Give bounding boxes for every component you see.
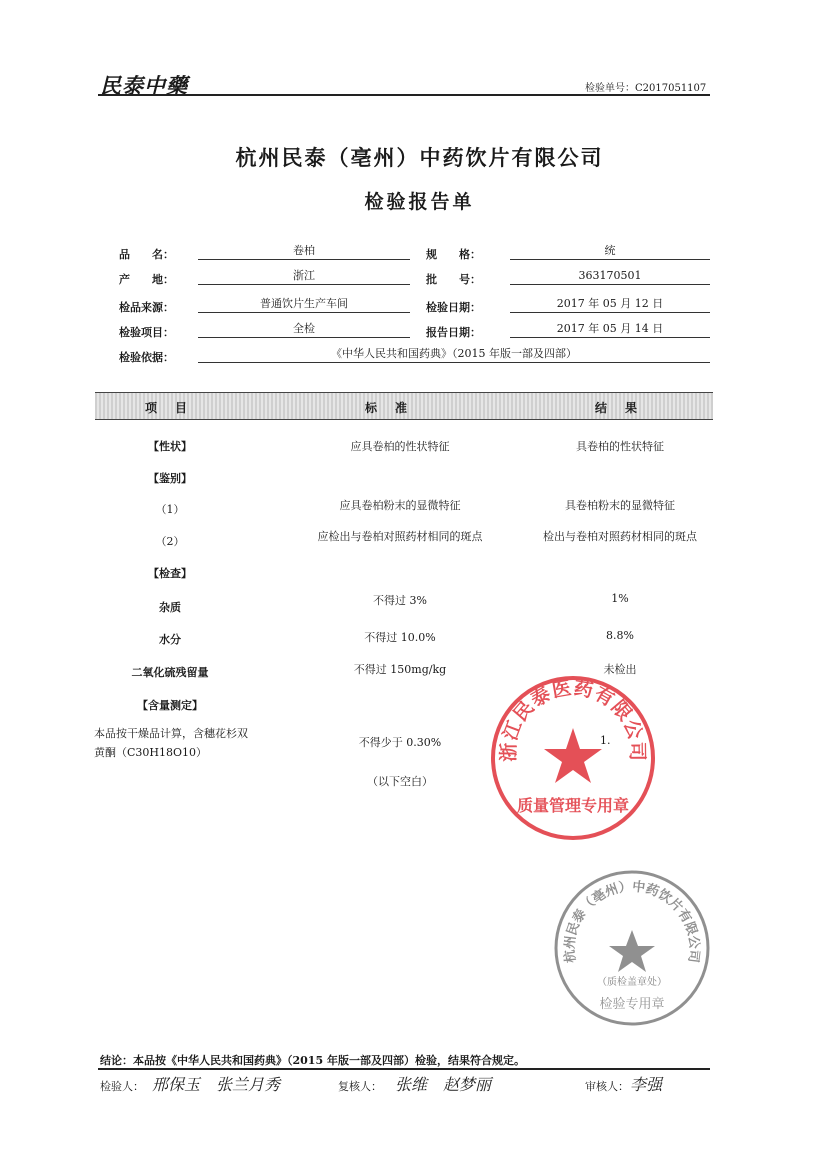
spec-label: 规 格： <box>426 248 481 261</box>
origin-value: 浙江 <box>198 267 410 285</box>
row-item: 【含量测定】 <box>137 699 203 712</box>
test-date-label: 检验日期： <box>426 301 481 314</box>
name-label: 品 名： <box>119 248 174 261</box>
row-standard: 不得过 10.0% <box>364 631 436 644</box>
column-header-result: 结果 <box>594 401 655 415</box>
row-item: 杂质 <box>159 601 181 614</box>
row-result: 检出与卷柏对照药材相同的斑点 <box>543 530 697 543</box>
item-label: 检验项目： <box>119 326 174 339</box>
row-result: 具卷柏的性状特征 <box>576 440 664 453</box>
row-item: （1） <box>155 503 185 516</box>
reviewer-label: 复核人： <box>338 1080 382 1093</box>
item-value: 全检 <box>198 320 410 338</box>
report-number: 检验单号：C2017051107 <box>585 83 707 94</box>
reviewer-signature: 张维 赵梦丽 <box>395 1075 492 1094</box>
report-date-value: 2017 年 05 月 14 日 <box>510 320 710 338</box>
approver-signature: 李强 <box>630 1075 663 1094</box>
column-header-item: 项目 <box>144 401 205 415</box>
row-result: 1% <box>611 592 629 605</box>
inspector-signature: 邢保玉 张兰月秀 <box>152 1075 281 1094</box>
row-item: 【检查】 <box>148 567 192 580</box>
row-standard: 应检出与卷柏对照药材相同的斑点 <box>317 530 483 543</box>
origin-label: 产 地： <box>119 273 174 286</box>
test-date-value: 2017 年 05 月 12 日 <box>510 295 710 313</box>
row-standard: 不得过 3% <box>373 594 427 607</box>
header-divider <box>98 94 710 96</box>
inspector-label: 检验人： <box>100 1080 144 1093</box>
conclusion-divider <box>98 1068 710 1070</box>
row-item: 二氧化硫残留量 <box>131 666 209 679</box>
inspection-seal <box>552 868 712 1028</box>
svg-text:检验专用章: 检验专用章 <box>599 997 665 1012</box>
basis-label: 检验依据： <box>119 351 174 364</box>
content-result: 1. <box>600 734 611 747</box>
svg-text:（质检盖章处）: （质检盖章处） <box>597 977 667 988</box>
column-header-standard: 标准 <box>364 401 425 415</box>
source-value: 普通饮片生产车间 <box>198 295 410 313</box>
report-date-label: 报告日期： <box>426 326 481 339</box>
batch-label: 批 号： <box>426 273 481 286</box>
row-item: 【性状】 <box>148 440 192 453</box>
table-header-border <box>95 419 713 420</box>
svg-text:杭州民泰（亳州）中药饮片有限公司: 杭州民泰（亳州）中药饮片有限公司 <box>562 879 702 964</box>
row-result: 8.8% <box>606 629 634 642</box>
content-note: 本品按干燥品计算，含穗花杉双黄酮（C30H18O10） <box>94 727 248 759</box>
row-result: 具卷柏粉末的显微特征 <box>565 499 675 512</box>
svg-text:浙江民泰医药有限公司: 浙江民泰医药有限公司 <box>497 676 649 762</box>
conclusion: 结论：本品按《中华人民共和国药典》（2015 年版一部及四部）检验，结果符合规定。 <box>100 1054 525 1067</box>
company-logo: 民泰中藥 <box>100 73 188 98</box>
name-value: 卷柏 <box>198 242 410 260</box>
row-item: （2） <box>155 535 185 548</box>
approver-label: 审核人： <box>585 1080 629 1093</box>
basis-value: 《中华人民共和国药典》（2015 年版一部及四部） <box>198 345 710 363</box>
table-top-border <box>95 392 713 393</box>
row-item: 【鉴别】 <box>148 472 192 485</box>
spec-value: 统 <box>510 242 710 260</box>
document-title: 检验报告单 <box>364 191 475 213</box>
row-standard: 应具卷柏的性状特征 <box>350 440 450 453</box>
quality-management-seal <box>488 673 658 843</box>
blank-note: （以下空白） <box>367 775 433 788</box>
batch-value: 363170501 <box>510 267 710 285</box>
row-result: 未检出 <box>603 663 637 676</box>
company-name: 杭州民泰（亳州）中药饮片有限公司 <box>235 145 604 170</box>
row-standard: 应具卷柏粉末的显微特征 <box>339 499 461 512</box>
row-item: 水分 <box>159 633 181 646</box>
source-label: 检品来源： <box>119 301 174 314</box>
row-standard: 不得过 150mg/kg <box>353 663 447 676</box>
svg-text:质量管理专用章: 质量管理专用章 <box>516 796 630 815</box>
content-standard: 不得少于 0.30% <box>358 736 442 749</box>
